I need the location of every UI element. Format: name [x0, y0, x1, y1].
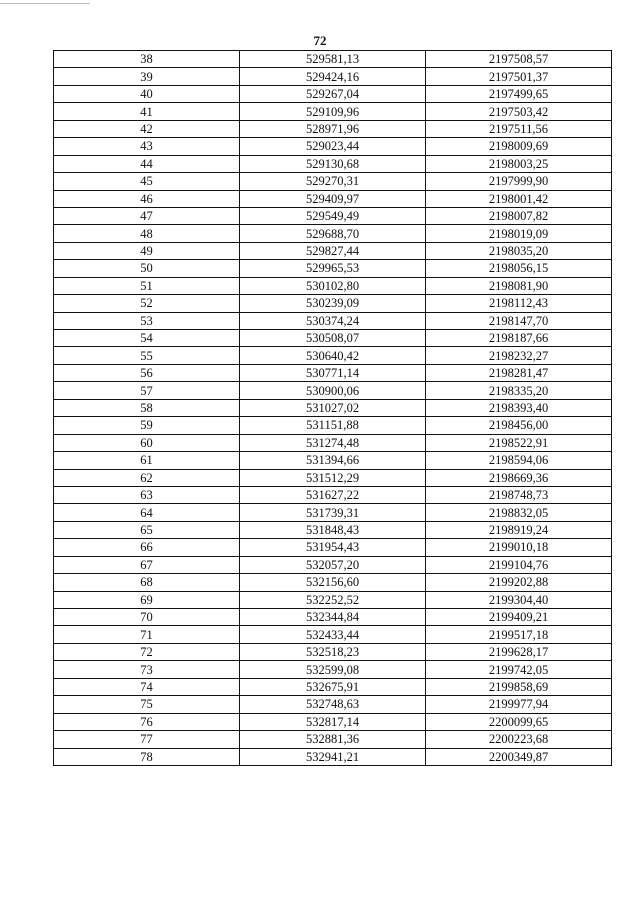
point-number-cell: 50: [54, 260, 240, 277]
table-row: [54, 225, 612, 242]
point-number-cell: 62: [54, 469, 240, 486]
coordinates-table-body: [54, 51, 612, 766]
x-coordinate-cell: 532881,36: [240, 731, 426, 748]
y-coordinate-cell: 2198456,00: [426, 417, 612, 434]
table-row: [54, 713, 612, 730]
point-number-cell: 45: [54, 173, 240, 190]
table-row: [54, 173, 612, 190]
x-coordinate-cell: 531739,31: [240, 504, 426, 521]
point-number-cell: 42: [54, 120, 240, 137]
point-number-cell: 46: [54, 190, 240, 207]
x-coordinate-cell: 532156,60: [240, 574, 426, 591]
x-coordinate-cell: 529424,16: [240, 68, 426, 85]
y-coordinate-cell: 2200099,65: [426, 713, 612, 730]
table-row: [54, 643, 612, 660]
table-row: [54, 190, 612, 207]
point-number-cell: 49: [54, 242, 240, 259]
x-coordinate-cell: 531027,02: [240, 399, 426, 416]
x-coordinate-cell: 531274,48: [240, 434, 426, 451]
x-coordinate-cell: 531394,66: [240, 452, 426, 469]
x-coordinate-cell: 530102,80: [240, 277, 426, 294]
y-coordinate-cell: 2198187,66: [426, 330, 612, 347]
table-row: [54, 504, 612, 521]
table-row: [54, 207, 612, 224]
point-number-cell: 68: [54, 574, 240, 591]
x-coordinate-cell: 531627,22: [240, 486, 426, 503]
x-coordinate-cell: 532252,52: [240, 591, 426, 608]
x-coordinate-cell: 532599,08: [240, 661, 426, 678]
point-number-cell: 73: [54, 661, 240, 678]
y-coordinate-cell: 2198019,09: [426, 225, 612, 242]
x-coordinate-cell: 530640,42: [240, 347, 426, 364]
y-coordinate-cell: 2198669,36: [426, 469, 612, 486]
y-coordinate-cell: 2198232,27: [426, 347, 612, 364]
point-number-cell: 47: [54, 207, 240, 224]
table-row: [54, 556, 612, 573]
y-coordinate-cell: 2198007,82: [426, 207, 612, 224]
y-coordinate-cell: 2198056,15: [426, 260, 612, 277]
point-number-cell: 72: [54, 643, 240, 660]
y-coordinate-cell: 2199977,94: [426, 696, 612, 713]
point-number-cell: 54: [54, 330, 240, 347]
table-row: [54, 486, 612, 503]
table-row: [54, 155, 612, 172]
point-number-cell: 52: [54, 295, 240, 312]
table-row: [54, 312, 612, 329]
point-number-cell: 71: [54, 626, 240, 643]
table-row: [54, 626, 612, 643]
point-number-cell: 65: [54, 521, 240, 538]
table-row: [54, 347, 612, 364]
point-number-cell: 51: [54, 277, 240, 294]
y-coordinate-cell: 2199858,69: [426, 678, 612, 695]
table-row: [54, 452, 612, 469]
y-coordinate-cell: 2197501,37: [426, 68, 612, 85]
x-coordinate-cell: 529965,53: [240, 260, 426, 277]
table-row: [54, 103, 612, 120]
y-coordinate-cell: 2200223,68: [426, 731, 612, 748]
y-coordinate-cell: 2198081,90: [426, 277, 612, 294]
x-coordinate-cell: 529409,97: [240, 190, 426, 207]
table-row: [54, 242, 612, 259]
point-number-cell: 59: [54, 417, 240, 434]
point-number-cell: 74: [54, 678, 240, 695]
y-coordinate-cell: 2197499,65: [426, 85, 612, 102]
table-row: [54, 539, 612, 556]
x-coordinate-cell: 532748,63: [240, 696, 426, 713]
x-coordinate-cell: 532675,91: [240, 678, 426, 695]
table-row: [54, 138, 612, 155]
point-number-cell: 61: [54, 452, 240, 469]
x-coordinate-cell: 531954,43: [240, 539, 426, 556]
point-number-cell: 56: [54, 364, 240, 381]
table-row: [54, 85, 612, 102]
y-coordinate-cell: 2198035,20: [426, 242, 612, 259]
x-coordinate-cell: 530771,14: [240, 364, 426, 381]
y-coordinate-cell: 2199010,18: [426, 539, 612, 556]
table-row: [54, 120, 612, 137]
table-row: [54, 521, 612, 538]
x-coordinate-cell: 529270,31: [240, 173, 426, 190]
point-number-cell: 41: [54, 103, 240, 120]
x-coordinate-cell: 531151,88: [240, 417, 426, 434]
x-coordinate-cell: 532941,21: [240, 748, 426, 765]
table-row: [54, 295, 612, 312]
y-coordinate-cell: 2198147,70: [426, 312, 612, 329]
y-coordinate-cell: 2197999,90: [426, 173, 612, 190]
x-coordinate-cell: 532344,84: [240, 609, 426, 626]
y-coordinate-cell: 2199304,40: [426, 591, 612, 608]
point-number-cell: 53: [54, 312, 240, 329]
point-number-cell: 55: [54, 347, 240, 364]
table-row: [54, 731, 612, 748]
table-row: [54, 51, 612, 68]
x-coordinate-cell: 530508,07: [240, 330, 426, 347]
x-coordinate-cell: 529827,44: [240, 242, 426, 259]
table-row: [54, 434, 612, 451]
point-number-cell: 76: [54, 713, 240, 730]
y-coordinate-cell: 2198393,40: [426, 399, 612, 416]
y-coordinate-cell: 2198919,24: [426, 521, 612, 538]
x-coordinate-cell: 529549,49: [240, 207, 426, 224]
point-number-cell: 58: [54, 399, 240, 416]
point-number-cell: 69: [54, 591, 240, 608]
y-coordinate-cell: 2199742,05: [426, 661, 612, 678]
scan-artifact-line: [0, 3, 90, 4]
y-coordinate-cell: 2199409,21: [426, 609, 612, 626]
y-coordinate-cell: 2198003,25: [426, 155, 612, 172]
y-coordinate-cell: 2198522,91: [426, 434, 612, 451]
table-row: [54, 277, 612, 294]
x-coordinate-cell: 532518,23: [240, 643, 426, 660]
y-coordinate-cell: 2200349,87: [426, 748, 612, 765]
table-row: [54, 469, 612, 486]
table-row: [54, 330, 612, 347]
point-number-cell: 70: [54, 609, 240, 626]
y-coordinate-cell: 2198748,73: [426, 486, 612, 503]
x-coordinate-cell: 528971,96: [240, 120, 426, 137]
x-coordinate-cell: 530374,24: [240, 312, 426, 329]
table-row: [54, 260, 612, 277]
x-coordinate-cell: 532057,20: [240, 556, 426, 573]
table-row: [54, 574, 612, 591]
table-row: [54, 382, 612, 399]
point-number-cell: 78: [54, 748, 240, 765]
x-coordinate-cell: 530900,06: [240, 382, 426, 399]
table-row: [54, 696, 612, 713]
point-number-cell: 48: [54, 225, 240, 242]
y-coordinate-cell: 2197508,57: [426, 51, 612, 68]
x-coordinate-cell: 529023,44: [240, 138, 426, 155]
y-coordinate-cell: 2197503,42: [426, 103, 612, 120]
table-row: [54, 591, 612, 608]
point-number-cell: 40: [54, 85, 240, 102]
point-number-cell: 64: [54, 504, 240, 521]
x-coordinate-cell: 529267,04: [240, 85, 426, 102]
point-number-cell: 57: [54, 382, 240, 399]
point-number-cell: 63: [54, 486, 240, 503]
y-coordinate-cell: 2198281,47: [426, 364, 612, 381]
y-coordinate-cell: 2199517,18: [426, 626, 612, 643]
y-coordinate-cell: 2198832,05: [426, 504, 612, 521]
point-number-cell: 67: [54, 556, 240, 573]
table-row: [54, 678, 612, 695]
x-coordinate-cell: 532433,44: [240, 626, 426, 643]
x-coordinate-cell: 532817,14: [240, 713, 426, 730]
y-coordinate-cell: 2199202,88: [426, 574, 612, 591]
coordinates-table: [53, 50, 612, 766]
table-row: [54, 364, 612, 381]
point-number-cell: 60: [54, 434, 240, 451]
table-row: [54, 748, 612, 765]
x-coordinate-cell: 530239,09: [240, 295, 426, 312]
point-number-cell: 75: [54, 696, 240, 713]
table-row: [54, 661, 612, 678]
point-number-cell: 66: [54, 539, 240, 556]
y-coordinate-cell: 2198594,06: [426, 452, 612, 469]
page-number: 72: [313, 33, 327, 48]
x-coordinate-cell: 529688,70: [240, 225, 426, 242]
point-number-cell: 43: [54, 138, 240, 155]
point-number-cell: 38: [54, 51, 240, 68]
y-coordinate-cell: 2198335,20: [426, 382, 612, 399]
table-row: [54, 399, 612, 416]
y-coordinate-cell: 2198009,69: [426, 138, 612, 155]
point-number-cell: 44: [54, 155, 240, 172]
y-coordinate-cell: 2199628,17: [426, 643, 612, 660]
y-coordinate-cell: 2198112,43: [426, 295, 612, 312]
x-coordinate-cell: 531512,29: [240, 469, 426, 486]
x-coordinate-cell: 531848,43: [240, 521, 426, 538]
y-coordinate-cell: 2197511,56: [426, 120, 612, 137]
table-row: [54, 609, 612, 626]
x-coordinate-cell: 529109,96: [240, 103, 426, 120]
table-row: [54, 68, 612, 85]
x-coordinate-cell: 529581,13: [240, 51, 426, 68]
y-coordinate-cell: 2199104,76: [426, 556, 612, 573]
x-coordinate-cell: 529130,68: [240, 155, 426, 172]
point-number-cell: 77: [54, 731, 240, 748]
table-row: [54, 417, 612, 434]
point-number-cell: 39: [54, 68, 240, 85]
y-coordinate-cell: 2198001,42: [426, 190, 612, 207]
